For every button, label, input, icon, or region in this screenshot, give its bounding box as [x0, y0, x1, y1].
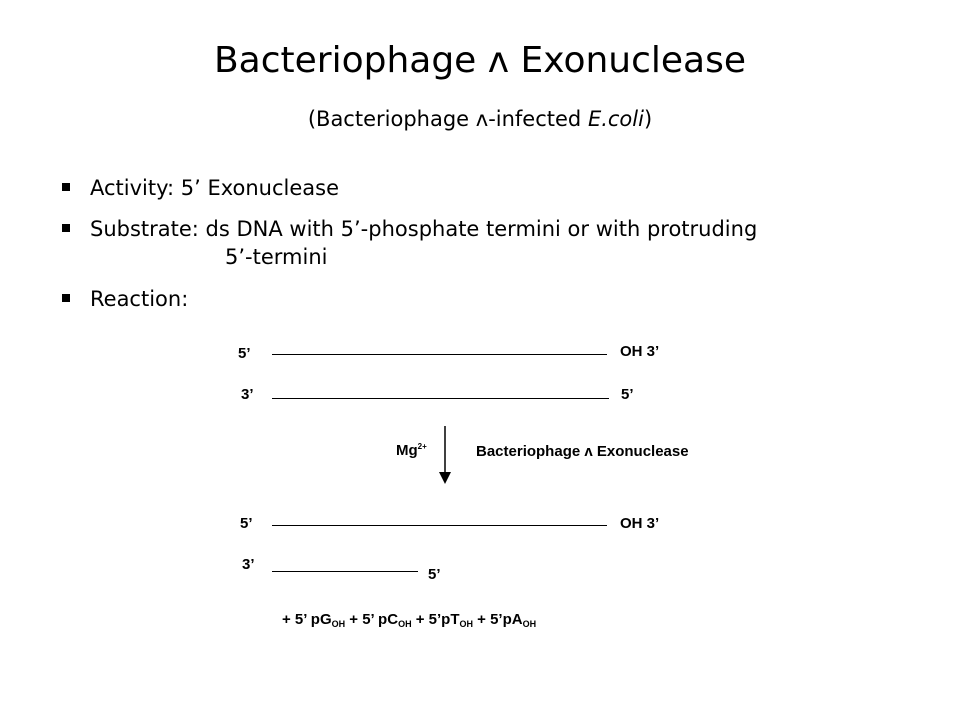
bullet-substrate-continuation: 5’-termini [225, 245, 328, 269]
top-strand2-3prime-label: 3’ [241, 386, 254, 403]
bottom-strand1-line [272, 525, 607, 526]
product-pt: + 5’pT [411, 611, 460, 628]
bottom-strand2-3prime-label: 3’ [242, 556, 255, 573]
top-strand2-5prime-label: 5’ [621, 386, 634, 403]
bullet-square-icon [62, 224, 70, 232]
top-strand1-3prime-label: OH 3’ [620, 343, 660, 360]
bullet-reaction [62, 287, 188, 311]
enzyme-label: Bacteriophage ʌ Exonuclease [476, 443, 689, 460]
product-pg-sub: OH [331, 619, 346, 629]
bullet-square-icon [62, 183, 70, 191]
slide-title: Bacteriophage ʌ Exonuclease [213, 40, 747, 81]
bullet-substrate-text: Substrate: ds DNA with 5’-phosphate termini or with protruding [90, 217, 758, 241]
product-pg: + 5’ pG [282, 611, 332, 628]
product-pa: + 5’pA [473, 611, 523, 628]
bullet-reaction-text: Reaction: [90, 287, 189, 311]
product-pc: + 5’ pC [345, 611, 399, 628]
top-strand2-line [272, 398, 609, 399]
subtitle-organism: E.coli [587, 107, 644, 131]
product-pa-sub: OH [522, 619, 537, 629]
bullet-activity [62, 176, 339, 200]
cofactor-symbol: Mg [396, 442, 418, 459]
reaction-arrow-icon [437, 426, 453, 486]
bottom-strand2-line [272, 571, 418, 572]
subtitle-prefix: (Bacteriophage ʌ-infected [307, 107, 588, 131]
bullet-substrate [62, 217, 757, 241]
bullet-square-icon [62, 294, 70, 302]
product-pt-sub: OH [459, 619, 473, 629]
bottom-strand1-5prime-label: 5’ [240, 515, 253, 532]
product-pc-sub: OH [398, 619, 412, 629]
reaction-products [282, 611, 536, 629]
subtitle-suffix: ) [643, 107, 653, 131]
bottom-strand2-5prime-label: 5’ [428, 566, 441, 583]
bottom-strand1-3prime-label: OH 3’ [620, 515, 660, 532]
cofactor-label [396, 442, 427, 459]
slide-subtitle [0, 107, 960, 131]
bullet-activity-text: Activity: 5’ Exonuclease [90, 176, 340, 200]
top-strand1-5prime-label: 5’ [238, 345, 251, 362]
top-strand1-line [272, 354, 607, 355]
cofactor-charge: 2+ [417, 442, 427, 451]
